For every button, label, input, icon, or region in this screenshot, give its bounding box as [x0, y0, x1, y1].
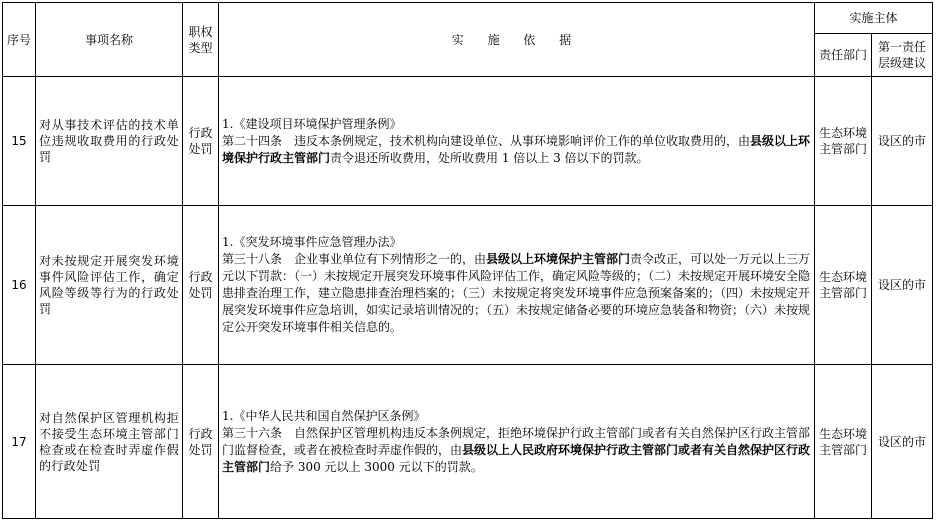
- basis-title: 1.《中华人民共和国自然保护区条例》: [222, 408, 426, 423]
- row-name: 对未按规定开展突发环境事件风险评估工作，确定风险等级等行为的行政处罚: [36, 206, 183, 365]
- row-basis: [219, 77, 815, 206]
- row-basis: [219, 365, 815, 519]
- header-dept: 责任部门: [815, 34, 872, 77]
- row-dept: 生态环境主管部门: [815, 77, 872, 206]
- row-level: 设区的市: [872, 365, 933, 519]
- row-dept: 生态环境主管部门: [815, 206, 872, 365]
- header-row-1: [3, 3, 933, 34]
- row-type: 行政处罚: [183, 365, 219, 519]
- enforcement-table: [2, 2, 933, 519]
- header-num: 序号: [3, 3, 36, 77]
- header-level: 第一责任层级建议: [872, 34, 933, 77]
- row-level: 设区的市: [872, 77, 933, 206]
- row-num: 15: [3, 77, 36, 206]
- basis-authority: 县级以上环境保护主管部门: [486, 252, 631, 266]
- basis-authority: 县级以上环境保护行政主管部门: [222, 133, 811, 165]
- table-row: [3, 77, 933, 206]
- row-basis: [219, 206, 815, 365]
- row-type: 行政处罚: [183, 206, 219, 365]
- basis-text: 责令改正，可以处一万元以上三万元以下罚款：（一）未按规定开展突发环境事件风险评估工作，确定风险等级的；（二）未按规定开展环境安全隐患排查治理工作，建立隐患排查治理档案的；（三）未按规定将突发环境事件应急预案备案的；（四）未按规定开展突发环境事件应急培训，如实记录培训情况的；（五）未按规定储备必要的环境应急装备和物资；（六）未按规定公开突发环境事件相关信息的。: [222, 252, 811, 334]
- row-level: 设区的市: [872, 206, 933, 365]
- row-num: 17: [3, 365, 36, 519]
- basis-title: 1.《建设项目环境保护管理条例》: [222, 116, 402, 131]
- basis-authority: 县级以上人民政府环境保护行政主管部门或者有关自然保护区行政主管部门: [222, 442, 811, 474]
- row-num: 16: [3, 206, 36, 365]
- basis-text: 给予 300 元以上 3000 元以下的罚款。: [270, 459, 483, 474]
- row-name: 对自然保护区管理机构拒不接受生态环境主管部门检查或在检查时弄虚作假的行政处罚: [36, 365, 183, 519]
- header-basis: 实 施 依 据: [219, 3, 815, 77]
- header-type: 职权类型: [183, 3, 219, 77]
- row-type: 行政处罚: [183, 77, 219, 206]
- basis-text: 第三十六条 自然保护区管理机构违反本条例规定，拒绝环境保护行政主管部门或者有关自然保护区行政主管部门监督检查，或者在被检查时弄虚作假的，由: [222, 425, 811, 457]
- row-name: 对从事技术评估的技术单位违规收取费用的行政处罚: [36, 77, 183, 206]
- row-dept: 生态环境主管部门: [815, 365, 872, 519]
- basis-text: 第二十四条 违反本条例规定，技术机构向建设单位、从事环境影响评价工作的单位收取费用的，由: [222, 133, 751, 148]
- basis-text: 责令退还所收费用，处所收费用 1 倍以上 3 倍以下的罚款。: [330, 150, 649, 165]
- header-subject: 实施主体: [815, 3, 933, 34]
- basis-text: 第三十八条 企业事业单位有下列情形之一的，由: [222, 252, 487, 266]
- header-name: 事项名称: [36, 3, 183, 77]
- basis-title: 1.《突发环境事件应急管理办法》: [222, 235, 402, 249]
- table-row: [3, 365, 933, 519]
- table-row: [3, 206, 933, 365]
